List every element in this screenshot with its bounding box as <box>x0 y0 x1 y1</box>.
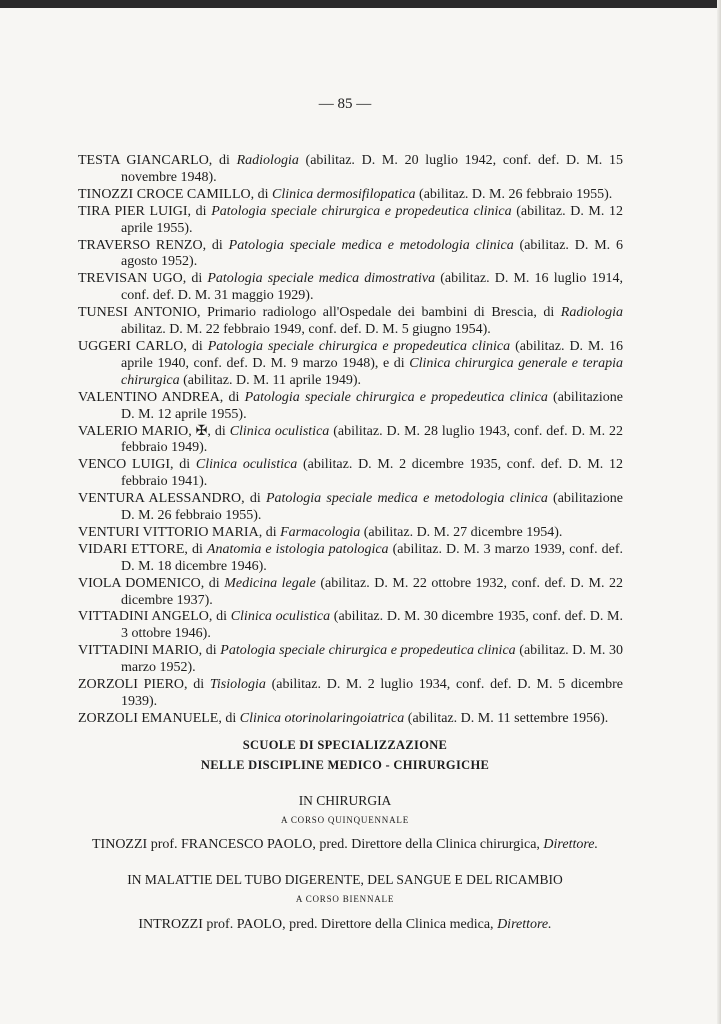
faculty-entry <box>78 457 623 491</box>
school-director <box>0 837 690 853</box>
page-number: — 85 — <box>318 96 372 112</box>
discipline-name: Clinica otorinolaringoiatrica <box>239 710 405 726</box>
school-director <box>0 917 690 933</box>
discipline-name: Clinica chirurgica generale e terapia chirurgica <box>121 355 623 388</box>
entry-text: (abilitaz. D. M. 2 dicembre 1935, conf. def. D. M. 12 febbraio 1941). <box>121 457 623 490</box>
discipline-name: Anatomia e istologia patologica <box>206 541 389 557</box>
faculty-entry <box>78 390 623 424</box>
entry-text: VENCO LUIGI, di <box>78 457 196 473</box>
scan-right-edge <box>717 0 721 1024</box>
discipline-name: Clinica oculistica <box>229 423 330 439</box>
entry-text: (abilitaz. D. M. 20 luglio 1942, conf. def. D. M. 15 novembre 1948). <box>121 153 623 185</box>
faculty-entry <box>78 542 623 576</box>
faculty-entry <box>78 491 623 525</box>
discipline-name: Patologia speciale chirurgica e propedeutica clinica <box>220 643 516 659</box>
entry-text: VENTURI VITTORIO MARIA, di <box>78 524 281 540</box>
discipline-name: Clinica oculistica <box>195 457 298 473</box>
entry-text: abilitaz. D. M. 22 febbraio 1949, conf. def. D. M. 5 giugno 1954). <box>121 322 491 338</box>
discipline-name: Radiologia <box>560 305 623 321</box>
entry-text: TRAVERSO RENZO, di <box>78 237 229 253</box>
entry-text: (abilitaz. D. M. 2 luglio 1934, conf. def. D. M. 5 dicembre 1939). <box>121 677 624 709</box>
entry-text: (abilitaz. D. M. 30 marzo 1952). <box>121 643 624 676</box>
faculty-entry <box>78 187 623 204</box>
section-title-line2: NELLE DISCIPLINE MEDICO - CHIRURGICHE <box>200 758 490 772</box>
entry-text: (abilitaz. D. M. 22 ottobre 1932, conf. def. D. M. 22 dicembre 1937). <box>121 575 624 608</box>
entry-text: VENTURA ALESSANDRO, di <box>78 491 266 507</box>
faculty-entry <box>78 711 623 728</box>
faculty-entry <box>78 525 623 542</box>
faculty-entry <box>78 339 623 390</box>
entry-text: (abilitazione D. M. 12 aprile 1955). <box>121 389 623 422</box>
discipline-name: Farmacologia <box>280 524 361 540</box>
discipline-name: Patologia speciale medica dimostrativa <box>207 271 436 287</box>
discipline-name: Patologia speciale chirurgica e propedeutica clinica <box>207 338 511 354</box>
discipline-name: Patologia speciale chirurgica e propedeutica clinica <box>244 389 548 405</box>
entry-text: (abilitaz. D. M. 28 luglio 1943, conf. def. D. M. 22 febbraio 1949). <box>121 423 624 456</box>
faculty-entry <box>78 271 623 305</box>
director-text: INTROZZI prof. PAOLO, pred. Direttore della Clinica medica, <box>138 917 498 932</box>
discipline-name: Radiologia <box>236 153 299 168</box>
scan-top-border <box>0 0 721 8</box>
director-text: TINOZZI prof. FRANCESCO PAOLO, pred. Direttore della Clinica chirurgica, <box>92 837 544 852</box>
school-course: A CORSO QUINQUENNALE <box>281 815 409 825</box>
faculty-entry <box>78 424 623 458</box>
entry-text: ZORZOLI PIERO, di <box>78 677 210 693</box>
discipline-name: Patologia speciale medica e metodologia clinica <box>228 237 514 253</box>
faculty-list <box>78 153 623 728</box>
faculty-entry <box>78 643 623 677</box>
school-name: IN CHIRURGIA <box>298 793 392 808</box>
discipline-name: Patologia speciale chirurgica e propedeutica clinica <box>211 203 512 219</box>
faculty-entry <box>78 153 623 187</box>
discipline-name: Clinica oculistica <box>230 609 331 625</box>
entry-text: (abilitaz. D. M. 27 dicembre 1954). <box>360 524 563 540</box>
faculty-entry <box>78 677 623 711</box>
entry-text: (abilitaz. D. M. 11 settembre 1956). <box>404 710 609 726</box>
entry-text: (abilitaz. D. M. 16 aprile 1940, conf. def. D. M. 9 marzo 1948), e di <box>121 338 623 371</box>
section-title-line1: SCUOLE DI SPECIALIZZAZIONE <box>242 738 448 752</box>
discipline-name: Medicina legale <box>224 575 316 591</box>
school-course: A CORSO BIENNALE <box>295 894 395 904</box>
discipline-name: Patologia speciale medica e metodologia clinica <box>265 491 548 507</box>
entry-text: (abilitazione D. M. 26 febbraio 1955). <box>121 491 624 524</box>
faculty-entry <box>78 238 623 272</box>
entry-text: VIDARI ETTORE, di <box>78 541 207 557</box>
entry-text: TUNESI ANTONIO, Primario radiologo all'Ospedale dei bambini di Brescia, di <box>78 305 561 321</box>
director-role: Direttore. <box>497 917 552 932</box>
entry-text: (abilitaz. D. M. 26 febbraio 1955). <box>415 186 613 202</box>
faculty-entry <box>78 305 623 339</box>
entry-text: (abilitaz. D. M. 11 aprile 1949). <box>179 372 362 388</box>
entry-text: TINOZZI CROCE CAMILLO, di <box>78 186 273 202</box>
entry-text: VIOLA DOMENICO, di <box>78 575 225 591</box>
entry-text: VALERIO MARIO, ✠, di <box>78 423 230 439</box>
entry-text: VITTADINI MARIO, di <box>78 643 221 659</box>
director-role: Direttore. <box>543 837 598 852</box>
entry-text: (abilitaz. D. M. 12 aprile 1955). <box>121 203 623 236</box>
entry-text: VALENTINO ANDREA, di <box>78 389 245 405</box>
entry-text: (abilitaz. D. M. 16 luglio 1914, conf. def. D. M. 31 maggio 1929). <box>121 271 623 304</box>
entry-text: TIRA PIER LUIGI, di <box>78 203 212 219</box>
entry-text: TESTA GIANCARLO, di <box>78 153 237 168</box>
discipline-name: Tisiologia <box>209 677 266 693</box>
entry-text: (abilitaz. D. M. 3 marzo 1939, conf. def. D. M. 18 dicembre 1946). <box>121 541 624 574</box>
school-name: IN MALATTIE DEL TUBO DIGERENTE, DEL SANGUE E DEL RICAMBIO <box>127 872 563 887</box>
discipline-name: Clinica dermosifilopatica <box>272 186 416 202</box>
entry-text: TREVISAN UGO, di <box>78 271 208 287</box>
entry-text: UGGERI CARLO, di <box>78 338 208 354</box>
entry-text: (abilitaz. D. M. 6 agosto 1952). <box>121 237 623 270</box>
faculty-entry <box>78 576 623 610</box>
faculty-entry <box>78 609 623 643</box>
entry-text: VITTADINI ANGELO, di <box>78 609 231 625</box>
entry-text: (abilitaz. D. M. 30 dicembre 1935, conf. def. D. M. 3 ottobre 1946). <box>121 609 623 642</box>
entry-text: ZORZOLI EMANUELE, di <box>78 710 240 726</box>
faculty-entry <box>78 204 623 238</box>
